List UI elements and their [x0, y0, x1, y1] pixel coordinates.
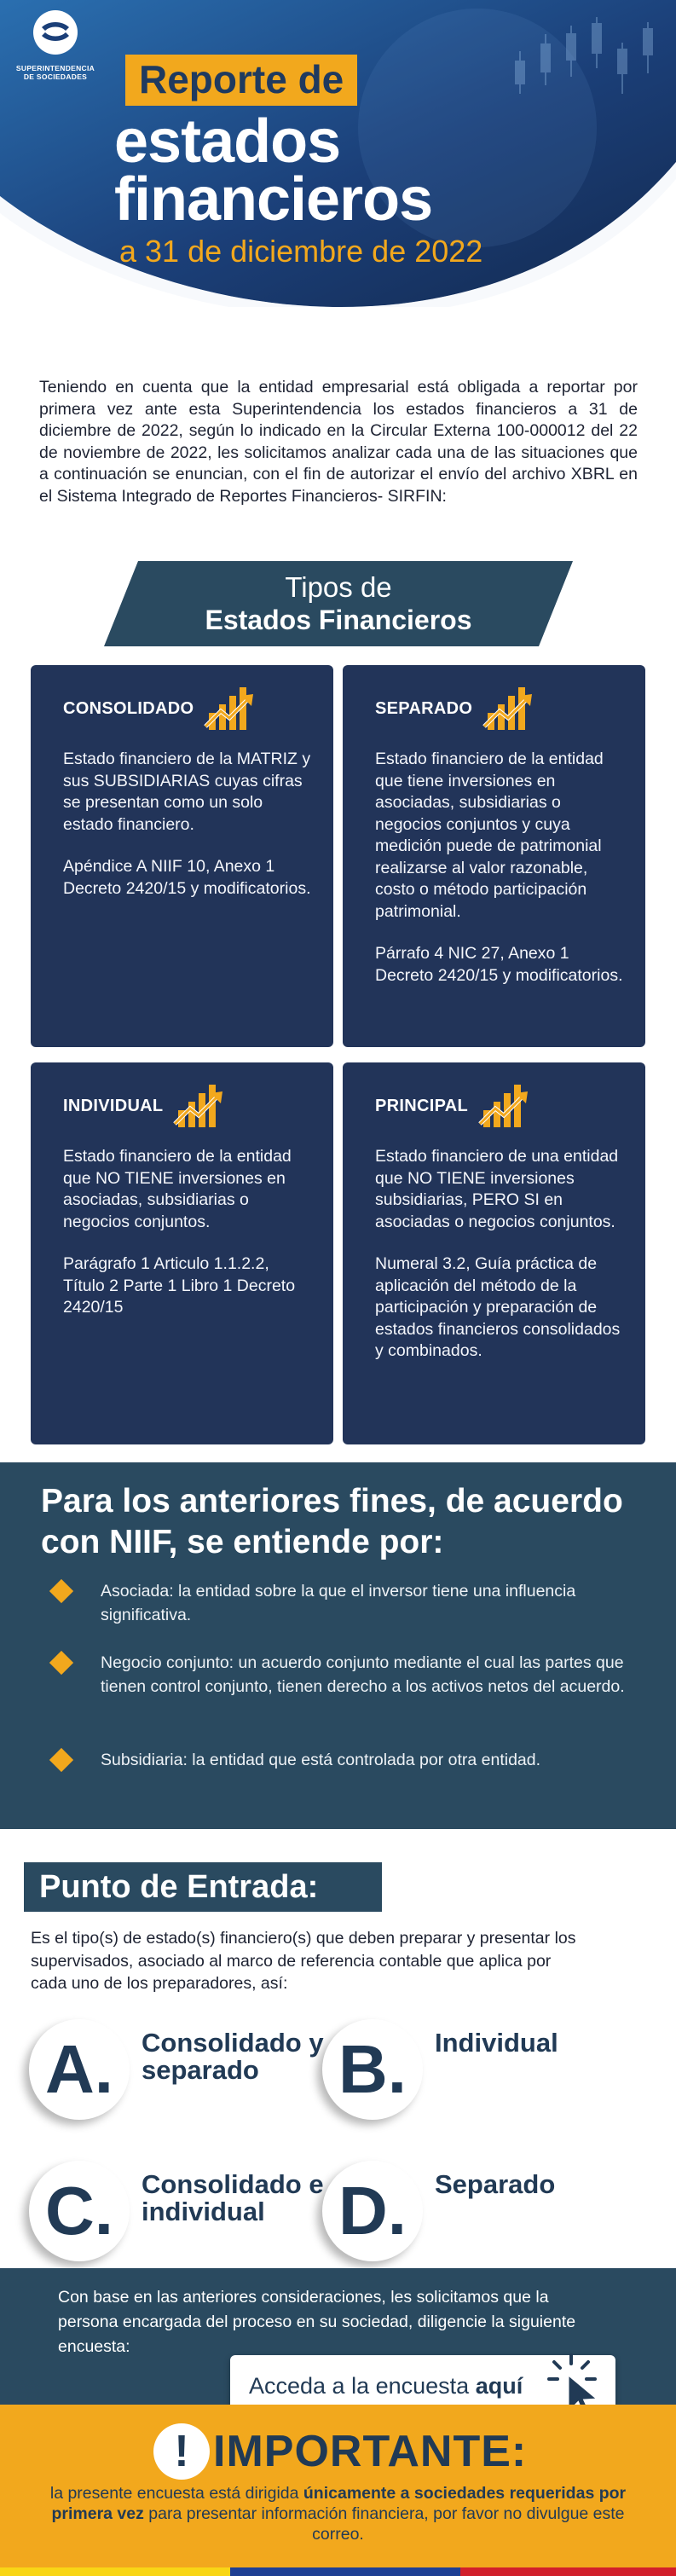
- important-text-part-2: para presentar información financiera, por favor no divulgue este correo.: [143, 2504, 625, 2544]
- hero-title-top: Reporte de: [139, 57, 344, 101]
- card-title: INDIVIDUAL: [63, 1096, 164, 1115]
- card-reference: Párrafo 4 NIC 27, Anexo 1 Decreto 2420/15 y modificatorios.: [375, 944, 623, 985]
- flag-blue: [230, 2567, 460, 2576]
- card-title: CONSOLIDADO: [63, 698, 194, 718]
- colombia-flag-strip: [0, 2567, 676, 2576]
- card-description: Estado financiero de la MATRIZ y sus SUBSIDIARIAS cuyas cifras se presentan como un solo estado financiero.: [63, 750, 311, 834]
- types-header-line-1: Tipos de: [285, 571, 392, 603]
- card-reference: Numeral 3.2, Guía práctica de aplicación del método de la participación y preparación de estados financieros consolidados y combinados.: [375, 1254, 621, 1360]
- entry-point-description: Es el tipo(s) de estado(s) financiero(s) que deben preparar y presentar los supervisados, asociado al marco de referencia contable que aplica por cada uno de los preparadores, así:: [31, 1929, 576, 1993]
- card-title: PRINCIPAL: [375, 1096, 468, 1115]
- survey-button-text: Acceda a la encuesta: [249, 2373, 476, 2399]
- card-reference: Parágrafo 1 Articulo 1.1.2.2, Título 2 Parte 1 Libro 1 Decreto 2420/15: [63, 1254, 296, 1317]
- growth-chart-icon: [171, 1081, 224, 1131]
- growth-chart-icon: [477, 1081, 529, 1131]
- niif-definitions-section: [0, 1462, 676, 1829]
- card-title: SEPARADO: [375, 698, 473, 718]
- card-description: Estado financiero de una entidad que NO TIENE inversiones subsidiarias, PERO SI en asociadas o negocios conjuntos.: [375, 1147, 619, 1231]
- option-label: Individual: [435, 2028, 558, 2058]
- option-letter: C.: [45, 2173, 113, 2249]
- option-letter: D.: [338, 2173, 407, 2249]
- growth-chart-icon: [202, 684, 255, 733]
- card-header: [375, 684, 623, 733]
- important-text: [34, 2483, 642, 2544]
- logo-line-1: SUPERINTENDENCIA: [15, 64, 95, 72]
- types-header: [104, 561, 573, 646]
- definition-text: Asociada: la entidad sobre la que el inversor tiene una influencia significativa.: [101, 1582, 576, 1624]
- logo-emblem-icon: [32, 9, 79, 56]
- intro-paragraph: Teniendo en cuenta que la entidad empresarial está obligada a reportar por primera vez ante esta Superintendencia los estados financieros a 31 de diciembre de 2022, según lo indicado en la Circular Externa 100-000012 del 22 de noviembre de 2022, les solicitamos analizar cada una de las situaciones que a continuación se enuncian, con el fin de autorizar el envío del archivo XBRL en el Sistema Integrado de Reportes Financieros- SIRFIN:: [39, 378, 638, 506]
- important-title: IMPORTANTE:: [213, 2427, 528, 2476]
- definition-text: Negocio conjunto: un acuerdo conjunto mediante el cual las partes que tienen control conjunto, tienen derecho a los activos netos del acuerdo.: [101, 1653, 625, 1696]
- niif-heading: Para los anteriores fines, de acuerdo con NIIF, se entiende por:: [41, 1483, 623, 1560]
- survey-text: Con base en las anteriores consideraciones, les solicitamos que la persona encargada del proceso en su sociedad, diligencie la siguiente encuesta:: [58, 2288, 576, 2356]
- card-description: Estado financiero de la entidad que tiene inversiones en asociadas, subsidiarias o negocios conjuntos y cuya medición puede de patrimonial realizarse al valor razonable, costo o método participación patrimonial.: [375, 750, 604, 921]
- card-principal: [343, 1062, 645, 1444]
- types-header-line-2: Estados Financieros: [205, 605, 472, 635]
- card-header: [375, 1081, 623, 1131]
- survey-button-link-word: aquí: [475, 2373, 523, 2399]
- card-header: [63, 684, 311, 733]
- hero-title-line-1: estados: [114, 107, 341, 176]
- hero-date: a 31 de diciembre de 2022: [119, 234, 483, 269]
- card-description: Estado financiero de la entidad que NO TIENE inversiones en asociadas, subsidiarias o negocios conjuntos.: [63, 1147, 292, 1231]
- hero-title-line-2: financieros: [114, 165, 433, 234]
- exclamation-icon: !: [153, 2423, 210, 2480]
- card-separado: [343, 665, 645, 1047]
- supersociedades-logo: [9, 9, 102, 81]
- definition-text: Subsidiaria: la entidad que está controlada por otra entidad.: [101, 1751, 541, 1769]
- flag-yellow: [0, 2567, 230, 2576]
- title-highlight-box: [125, 55, 357, 106]
- card-individual: [31, 1062, 333, 1444]
- important-text-part-1: la presente encuesta está dirigida: [49, 2484, 303, 2503]
- card-consolidado: [31, 665, 333, 1047]
- entry-point-title: Punto de Entrada:: [24, 1862, 382, 1912]
- option-label: Consolidado e individual: [142, 2169, 324, 2226]
- option-label: Separado: [435, 2169, 556, 2199]
- important-notice: [0, 2405, 676, 2567]
- important-text-bold: únicamente a sociedades requeridas por primera vez: [51, 2484, 627, 2523]
- option-letter: B.: [338, 2031, 407, 2107]
- card-reference: Apéndice A NIIF 10, Anexo 1 Decreto 2420/15 y modificatorios.: [63, 857, 311, 898]
- hero-banner: [0, 0, 676, 307]
- logo-line-2: DE SOCIEDADES: [23, 72, 88, 81]
- growth-chart-icon: [481, 684, 534, 733]
- option-letter: A.: [45, 2031, 113, 2107]
- card-header: [63, 1081, 311, 1131]
- flag-red: [460, 2567, 676, 2576]
- option-label: Consolidado y separado: [142, 2028, 324, 2085]
